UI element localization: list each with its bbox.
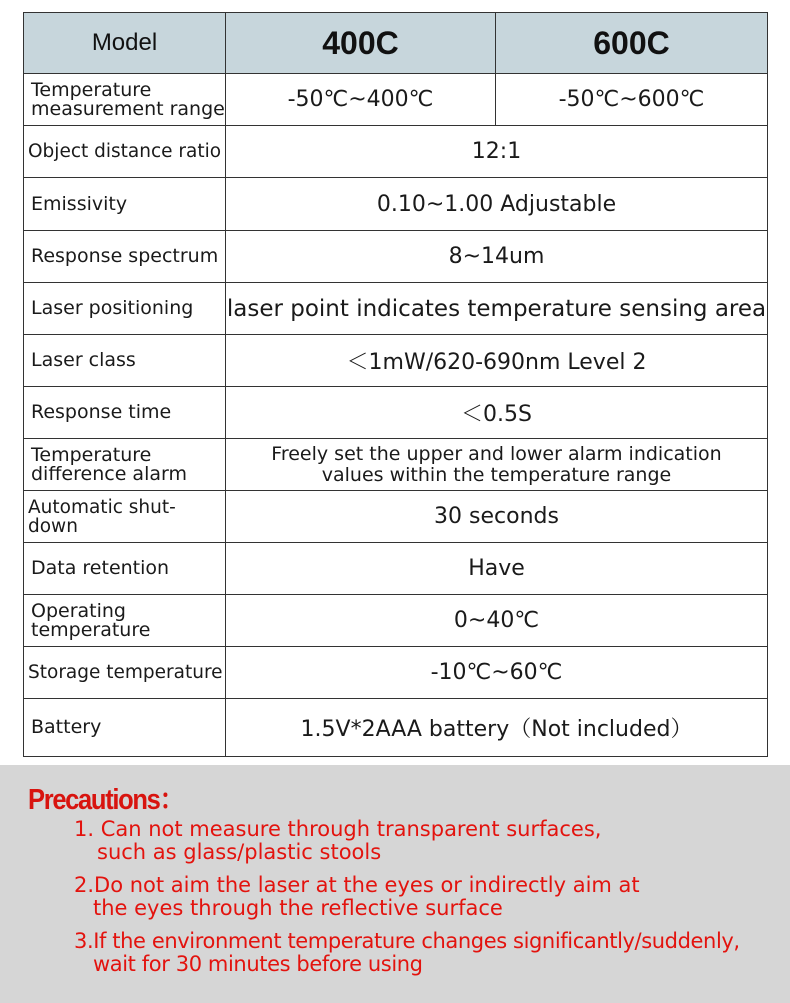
table-row bbox=[24, 387, 768, 439]
spec-table bbox=[23, 12, 768, 757]
row-value: Freely set the upper and lower alarm indication values within the temperature range bbox=[226, 439, 768, 491]
table-row bbox=[24, 74, 768, 126]
row-label: Storage temperature bbox=[24, 647, 226, 699]
row-label: Response spectrum bbox=[24, 231, 226, 283]
row-value: -50℃~400℃ bbox=[226, 74, 496, 126]
row-value: 0~40℃ bbox=[226, 595, 768, 647]
row-value: ＜0.5S bbox=[226, 387, 768, 439]
row-value: 8~14um bbox=[226, 231, 768, 283]
row-label: Data retention bbox=[24, 543, 226, 595]
precaution-item bbox=[74, 818, 601, 864]
row-value: 12:1 bbox=[226, 126, 768, 178]
table-row bbox=[24, 178, 768, 231]
row-label: Laser class bbox=[24, 335, 226, 387]
row-value: 0.10~1.00 Adjustable bbox=[226, 178, 768, 231]
precaution-item bbox=[74, 874, 640, 920]
precaution-line: 2.Do not aim the laser at the eyes or indirectly aim at bbox=[74, 873, 640, 897]
precautions-title: Precautions： bbox=[28, 784, 184, 816]
row-value: laser point indicates temperature sensing area bbox=[226, 283, 768, 335]
row-label: Laser positioning bbox=[24, 283, 226, 335]
row-value: ＜1mW/620-690nm Level 2 bbox=[226, 335, 768, 387]
table-row bbox=[24, 543, 768, 595]
row-label: Operating temperature bbox=[24, 595, 226, 647]
row-label: Response time bbox=[24, 387, 226, 439]
precaution-line: 3.If the environment temperature changes significantly/suddenly, bbox=[74, 929, 740, 953]
row-value: Have bbox=[226, 543, 768, 595]
table-header-row bbox=[24, 13, 768, 74]
table-row bbox=[24, 283, 768, 335]
row-label: Battery bbox=[24, 699, 226, 757]
row-value: 30 seconds bbox=[226, 491, 768, 543]
table-row bbox=[24, 699, 768, 757]
row-label: Temperature measurement range bbox=[24, 74, 226, 126]
table-row bbox=[24, 335, 768, 387]
model-600c: 600C bbox=[496, 13, 768, 74]
row-value: 1.5V*2AAA battery（Not included） bbox=[226, 699, 768, 757]
table-row bbox=[24, 595, 768, 647]
row-label: Emissivity bbox=[24, 178, 226, 231]
table-row bbox=[24, 491, 768, 543]
table-row bbox=[24, 439, 768, 491]
precautions-panel bbox=[0, 765, 790, 1003]
header-label: Model bbox=[24, 13, 226, 74]
precaution-line: the eyes through the reflective surface bbox=[93, 896, 503, 920]
table-row bbox=[24, 647, 768, 699]
row-label: Automatic shut-down bbox=[24, 491, 226, 543]
precaution-line: wait for 30 minutes before using bbox=[93, 952, 423, 976]
precaution-item bbox=[74, 930, 740, 976]
precaution-line: 1. Can not measure through transparent surfaces, bbox=[74, 817, 602, 841]
row-value: -50℃~600℃ bbox=[496, 74, 768, 126]
row-label: Object distance ratio bbox=[24, 126, 226, 178]
table-row bbox=[24, 126, 768, 178]
row-value: -10℃~60℃ bbox=[226, 647, 768, 699]
model-400c: 400C bbox=[226, 13, 496, 74]
precaution-line: such as glass/plastic stools bbox=[97, 840, 382, 864]
row-label: Temperature difference alarm bbox=[24, 439, 226, 491]
table-row bbox=[24, 231, 768, 283]
